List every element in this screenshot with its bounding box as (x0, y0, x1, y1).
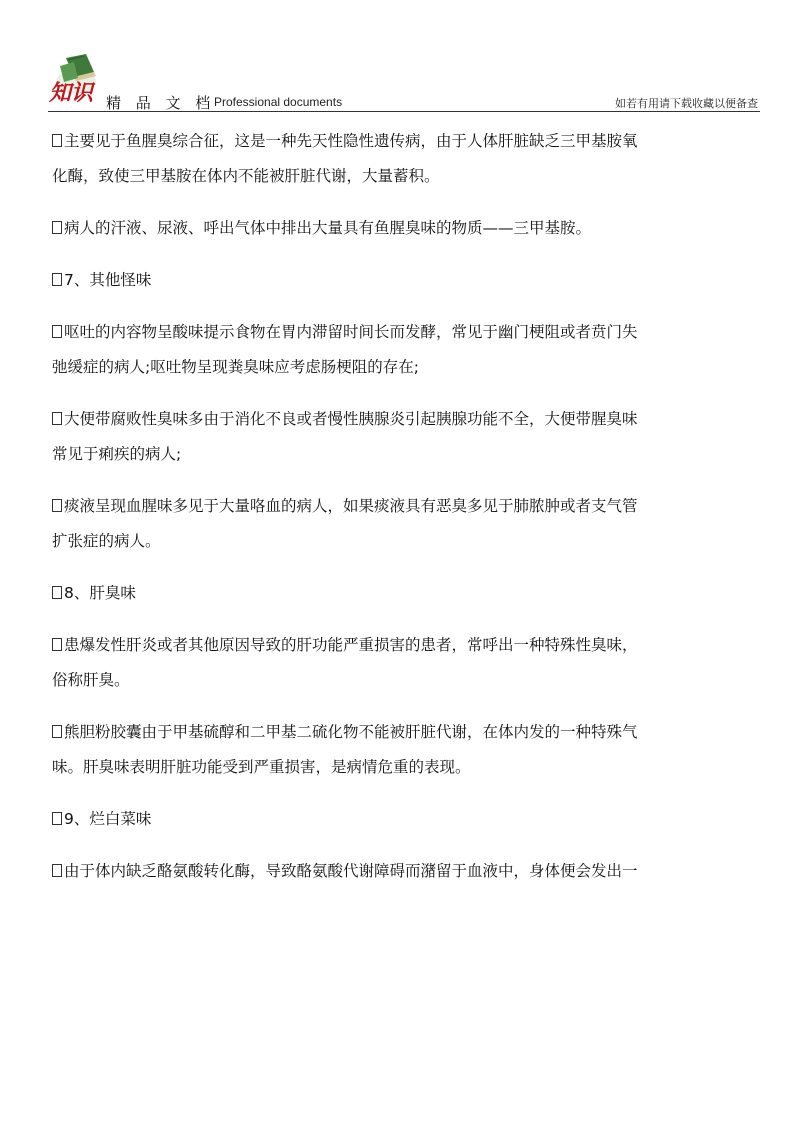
paragraph-gap (52, 611, 764, 628)
paragraph-text: 8、肝臭味 (64, 584, 136, 602)
bullet-box-icon (52, 412, 62, 425)
text-line (52, 524, 764, 559)
header-note: 如若有用请下载收藏以便备查 (615, 97, 758, 110)
text-line (52, 350, 764, 385)
paragraph-text: 大便带腐败性臭味多由于消化不良或者慢性胰腺炎引起胰腺功能不全，大便带腥臭味 (64, 410, 638, 428)
paragraph-text: 扩张症的病人。 (52, 532, 161, 550)
paragraph-gap (52, 472, 764, 489)
paragraph-text: 患爆发性肝炎或者其他原因导致的肝功能严重损害的患者，常呼出一种特殊性臭味， (64, 636, 638, 654)
paragraph-text: 化酶，致使三甲基胺在体内不能被肝脏代谢，大量蓄积。 (52, 167, 440, 185)
paragraph-text: 9、烂白菜味 (64, 810, 152, 828)
header-title: 精 品 文 档 (106, 94, 216, 112)
paragraph-gap (52, 559, 764, 576)
paragraph-text: 常见于痢疾的病人; (52, 445, 182, 463)
paragraph-gap (52, 246, 764, 263)
paragraph (52, 211, 764, 246)
text-line (52, 576, 764, 611)
paragraph (52, 489, 764, 559)
text-line (52, 315, 764, 350)
paragraph-text: 由于体内缺乏酪氨酸转化酶，导致酪氨酸代谢障碍而潴留于血液中，身体便会发出一 (64, 862, 638, 880)
paragraph-text: 病人的汗液、尿液、呼出气体中排出大量具有鱼腥臭味的物质——三甲基胺。 (64, 219, 592, 237)
bullet-box-icon (52, 586, 62, 599)
paragraph-gap (52, 385, 764, 402)
paragraph (52, 576, 764, 611)
paragraph-text: 主要见于鱼腥臭综合征，这是一种先天性隐性遗传病，由于人体肝脏缺乏三甲基胺氧 (64, 132, 638, 150)
paragraph-text: 俗称肝臭。 (52, 671, 130, 689)
paragraph-gap (52, 698, 764, 715)
text-line (52, 211, 764, 246)
text-line (52, 124, 764, 159)
bullet-box-icon (52, 134, 62, 147)
paragraph-gap (52, 837, 764, 854)
text-line (52, 263, 764, 298)
paragraph (52, 402, 764, 472)
bullet-box-icon (52, 325, 62, 338)
bullet-box-icon (52, 638, 62, 651)
page-header (48, 52, 760, 110)
header-subtitle: Professional documents (214, 95, 343, 109)
text-line (52, 854, 764, 889)
text-line (52, 437, 764, 472)
paragraph-text: 痰液呈现血腥味多见于大量咯血的病人，如果痰液具有恶臭多见于肺脓肿或者支气管 (64, 497, 638, 515)
text-line (52, 402, 764, 437)
paragraph (52, 854, 764, 889)
bullet-box-icon (52, 499, 62, 512)
paragraph (52, 124, 764, 194)
bullet-box-icon (52, 812, 62, 825)
paragraph (52, 263, 764, 298)
document-body (52, 124, 764, 906)
paragraph (52, 802, 764, 837)
bullet-box-icon (52, 864, 62, 877)
book-logo-icon (48, 52, 100, 106)
paragraph-text: 7、其他怪味 (64, 271, 152, 289)
text-line (52, 663, 764, 698)
paragraph-text: 熊胆粉胶囊由于甲基硫醇和二甲基二硫化物不能被肝脏代谢，在体内发的一种特殊气 (64, 723, 638, 741)
text-line (52, 628, 764, 663)
paragraph (52, 315, 764, 385)
text-line (52, 802, 764, 837)
bullet-box-icon (52, 725, 62, 738)
paragraph (52, 628, 764, 698)
text-line (52, 159, 764, 194)
text-line (52, 489, 764, 524)
paragraph-text: 呕吐的内容物呈酸味提示食物在胃内滞留时间长而发酵，常见于幽门梗阻或者贲门失 (64, 323, 638, 341)
paragraph-gap (52, 298, 764, 315)
paragraph-gap (52, 785, 764, 802)
bullet-box-icon (52, 273, 62, 286)
logo-lettering: 知识 (49, 80, 94, 106)
header-divider (48, 111, 760, 112)
paragraph-text: 味。肝臭味表明肝脏功能受到严重损害，是病情危重的表现。 (52, 758, 471, 776)
bullet-box-icon (52, 221, 62, 234)
paragraph-gap (52, 194, 764, 211)
text-line (52, 715, 764, 750)
paragraph-text: 弛缓症的病人;呕吐物呈现粪臭味应考虑肠梗阻的存在; (52, 358, 419, 376)
paragraph (52, 715, 764, 785)
paragraph-gap (52, 889, 764, 906)
text-line (52, 750, 764, 785)
